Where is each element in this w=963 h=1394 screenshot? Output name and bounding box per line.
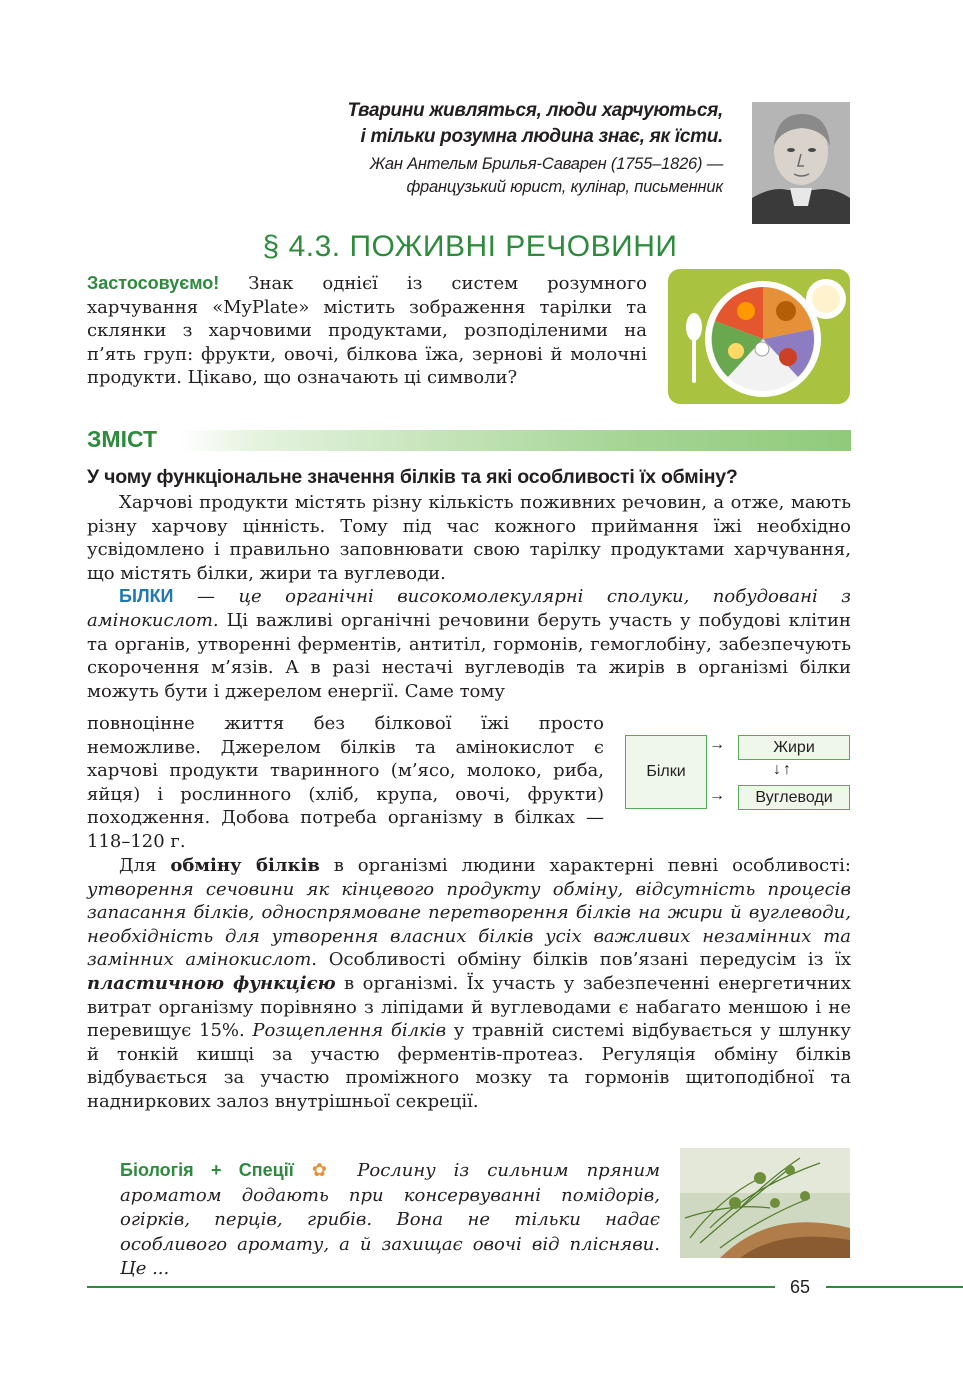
intro-lead: Застосовуємо!	[87, 273, 220, 293]
spice-text: Рослину із сильним пряним ароматом додають при консервуванні помідорів, огірків, перців, грибів. Вона не тільки надає особливого аромату, а й захищає овочі від плісняви. Це ...	[120, 1160, 660, 1279]
term-plastic-function: пластичною функцією	[87, 972, 336, 994]
arrows-up-down-icon: ↓↑	[773, 761, 793, 778]
paragraph-3: Для обміну білків в організмі людини характерні певні особливості: утворення сечовини як кінцевого продукту обміну, відсутність процесів запасання білків, односпрямоване перетворення білків на жири й вуглеводи, необхідність для утворення власних білків усіх важливих незамінних та замінних амінокислот. Особливості обміну білків пов’язані передусім із їх пластичною функцією в організмі. Їх участь у забезпеченні енергетичних витрат організму порівняно з ліпідами й вуглеводами є набагато меншою і не перевищує 15%. Розщеплення білків у травній системі відбувається у шлунку й тонкій кишці за участю ферментів-протеаз. Регуляція обміну білків відбувається за участю проміжного мозку та гормонів щитоподібної та надниркових залоз внутрішньої секреції.	[87, 855, 851, 1112]
intro-text: Знак однієї із систем розумного харчування «MyPlate» містить зображення тарілки та склянки з харчовими продуктами, розподіленими на п’ять груп: фрукти, овочі, білкова їжа, зернові й молочні продукти. Цікаво, що означають ці символи?	[87, 273, 647, 389]
myplate-icon	[668, 269, 850, 404]
dill-photo	[680, 1148, 850, 1258]
flower-icon: ✿	[311, 1160, 340, 1181]
intro-paragraph	[87, 272, 647, 390]
diagram-fats-box: Жири	[738, 735, 850, 760]
diagram-carbs-box: Вуглеводи	[738, 785, 850, 810]
diagram-bilky-box: Білки	[625, 735, 707, 809]
author-portrait	[752, 102, 850, 224]
paragraph-2-continuation: повноцінне життя без білкової їжі просто неможливе. Джерелом білків та амінокислот є харчові продукти тваринного (м’ясо, молоко, риба, яйця) і рослинного (хліб, крупа, овочі, фрукти) походження. Добова потреба організму в білках — 118–120 г.	[87, 713, 604, 852]
bilky-definition: — це органічні високомолекулярні сполуки, побудовані з амінокислот.	[87, 586, 851, 631]
epigraph-line-1: Тварини живляться, люди харчуються,	[347, 100, 723, 121]
footer-line-right	[826, 1286, 963, 1288]
spice-lead: Біологія + Спеції	[120, 1160, 294, 1180]
main-text-top	[87, 491, 851, 703]
protein-conversion-diagram	[625, 735, 853, 811]
paragraph-2	[87, 585, 851, 703]
arrow-right-icon: →	[709, 736, 725, 753]
content-heading: ЗМІСТ	[87, 426, 158, 452]
paragraph-2-rest: Ці важливі органічні речовини беруть участь у побудові клітин та органів, утворенні ферментів, антитіл, гормонів, гемоглобіну, забезпечують скорочення м’язів. А в разі нестачі вуглеводів та жирів в організмі білки можуть бути і джерелом енергії. Саме тому	[87, 609, 851, 702]
arrow-right-icon: →	[709, 787, 725, 804]
epigraph-author: Жан Антельм Брилья-Саварен (1755–1826) —	[369, 155, 723, 173]
epigraph-author-description: французький юрист, кулінар, письменник	[406, 178, 723, 196]
epigraph-line-2: і тільки розумна людина знає, як їсти.	[360, 126, 723, 147]
section-title: § 4.3. ПОЖИВНІ РЕЧОВИНИ	[262, 230, 678, 263]
paragraph-1: Харчові продукти містять різну кількість поживних речовин, а отже, мають різну харчову цінність. Тому під час кожного приймання їжі необхідно усвідомлено і правильно заповнювати свою тарілку продуктами харчування, що містять білки, жири та вуглеводи.	[87, 492, 851, 584]
question-heading: У чому функціональне значення білків та які особливості їх обміну?	[87, 466, 738, 488]
page-number: 65	[790, 1277, 811, 1297]
content-heading-bar	[87, 430, 851, 451]
spice-box-text	[120, 1158, 660, 1282]
term-protein-metabolism: обміну білків	[170, 855, 320, 876]
term-bilky: БІЛКИ	[119, 586, 174, 607]
footer-line-left	[87, 1286, 775, 1288]
